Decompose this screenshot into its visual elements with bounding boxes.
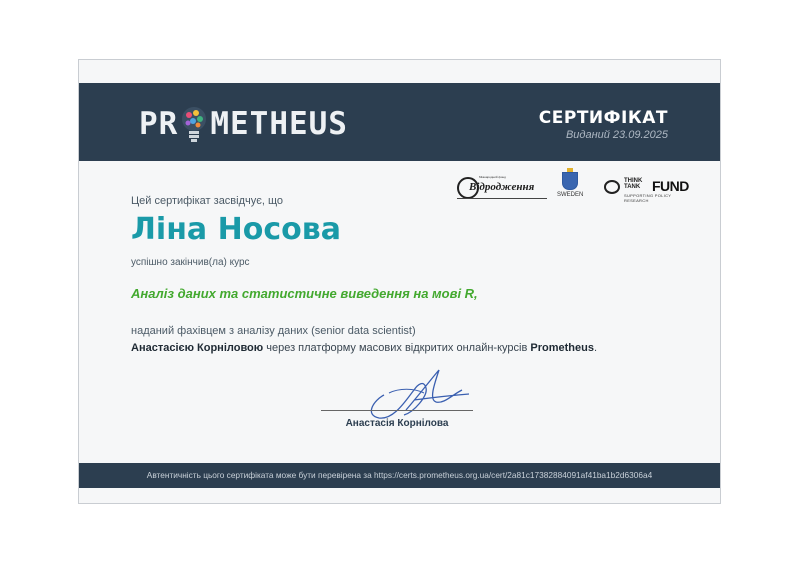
tank-text: TANK [624, 184, 641, 190]
lightbulb-icon [179, 105, 209, 143]
fund-subtitle: SUPPORTING POLICY RESEARCH [624, 193, 672, 203]
period: . [593, 342, 597, 354]
completed-text: успішно закінчив(ла) курс [131, 257, 250, 268]
instructor-name: Анастасією Корніловою [131, 342, 264, 354]
vidrodzhennia-underline [457, 198, 547, 199]
course-title: Аналіз даних та статистичне виведення на мові R, [131, 286, 478, 301]
vidrodzhennia-small-text: Міжнародний фонд [479, 175, 506, 179]
think-tank-fund-logo [604, 178, 696, 203]
recipient-name: Ліна Носова [131, 212, 341, 247]
signature-line [321, 410, 473, 411]
certificate-header [79, 83, 720, 161]
issued-date: Виданий 23.09.2025 [565, 129, 668, 141]
verification-text: Автентичність цього сертифіката може бути перевірена за https://certs.prometheus.org.ua/cert/2a81c17382884091af41ba1b2d6306a4 [146, 470, 653, 480]
platform-text: через платформу масових відкритих онлайн-курсів [263, 342, 531, 354]
vidrodzhennia-name: Відродження [469, 181, 535, 193]
provided-by-text: наданий фахівцем з аналізу даних (senior data scientist) [131, 325, 416, 337]
instructor-line [131, 342, 597, 354]
think-tank-text [624, 178, 642, 190]
certificate [78, 59, 721, 504]
certificate-footer [79, 463, 720, 488]
partner-logos [457, 172, 697, 204]
prometheus-logo [139, 104, 348, 144]
platform-name: Prometheus [530, 342, 594, 354]
certifies-text: Цей сертифікат засвідчує, що [131, 195, 284, 207]
signature-name: Анастасія Корнілова [345, 418, 449, 429]
vidrodzhennia-logo [457, 174, 549, 202]
think-tank-fund-mark-icon [604, 180, 620, 194]
sweden-text: SWEDEN [557, 192, 584, 198]
sweden-logo [557, 172, 583, 204]
logo-text-left: PR [139, 106, 179, 142]
sweden-crest-icon [562, 172, 578, 190]
think-text: THINK [624, 178, 643, 184]
fund-text: FUND [652, 178, 689, 194]
logo-text-right: METHEUS [210, 106, 348, 142]
certificate-title: СЕРТИФІКАТ [538, 108, 668, 128]
